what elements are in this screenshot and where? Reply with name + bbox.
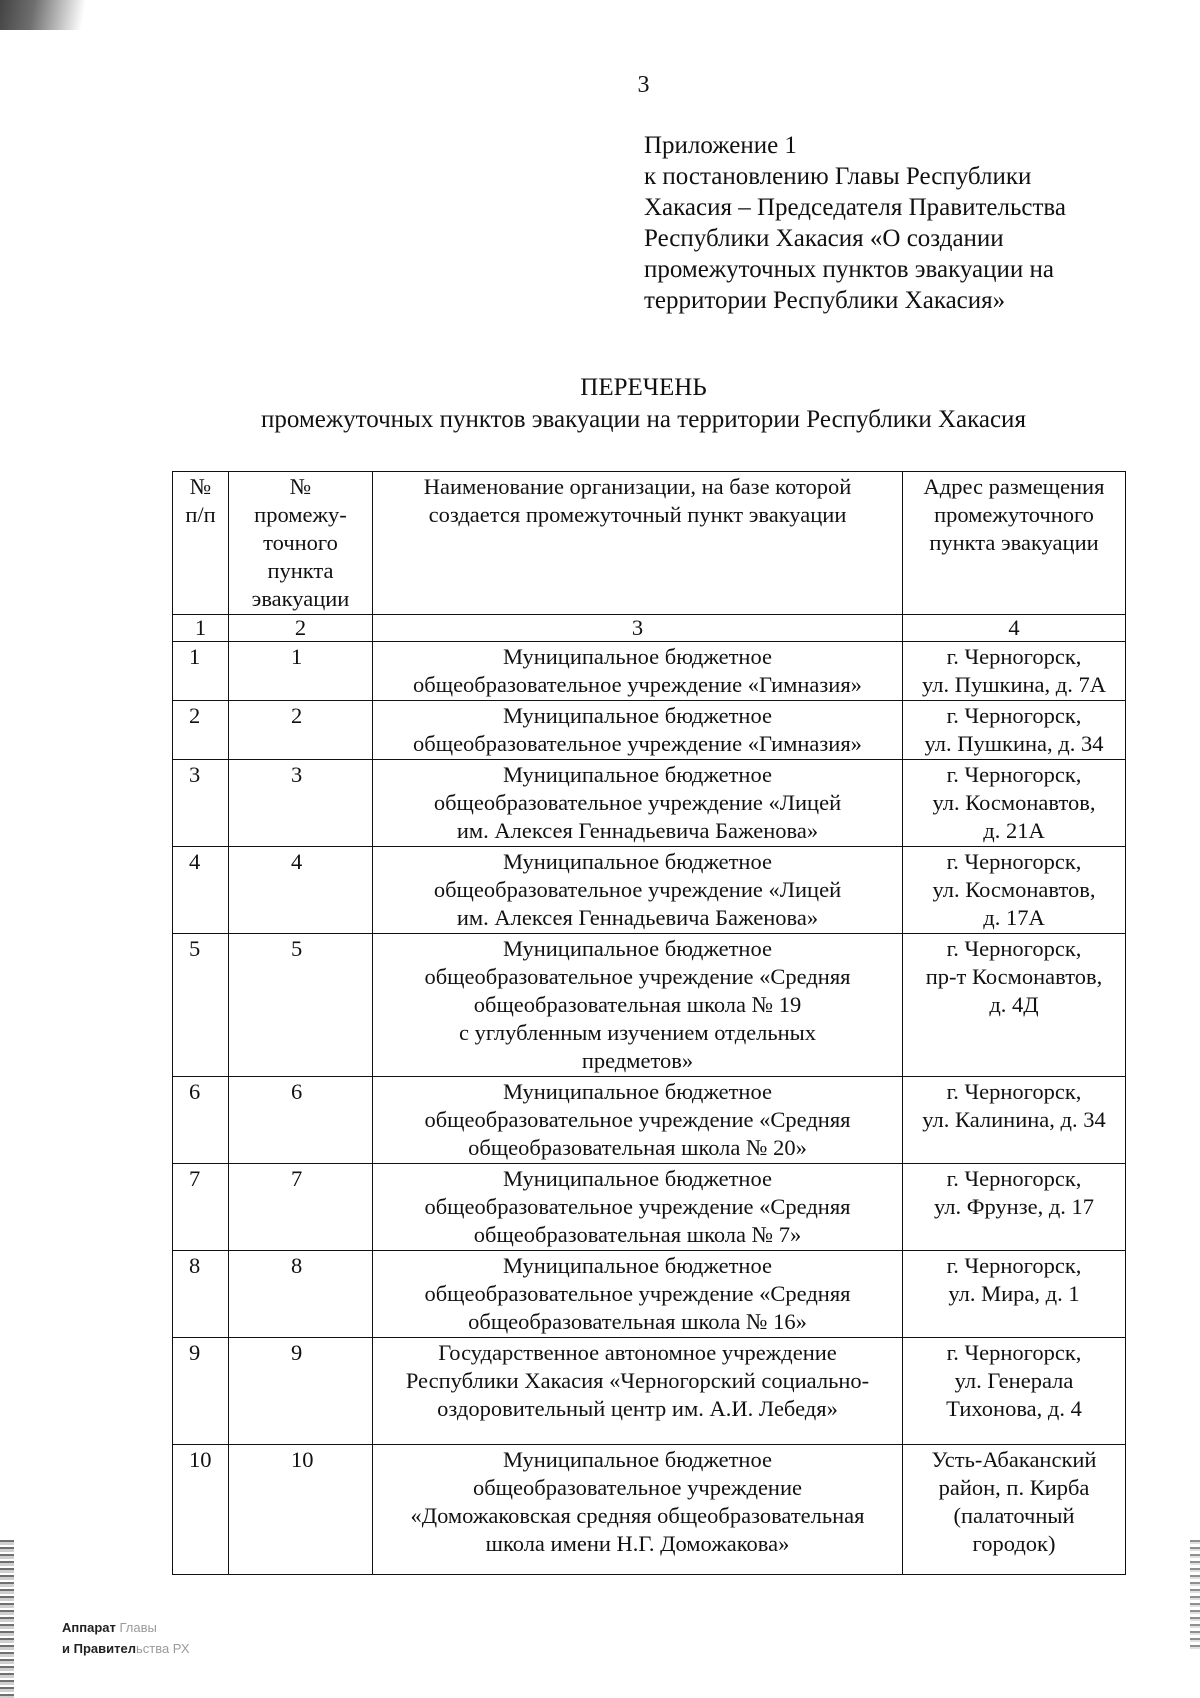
header-text: создается промежуточный пункт эвакуации bbox=[428, 502, 847, 527]
row-point-number: 2 bbox=[291, 703, 303, 728]
row-index-cell bbox=[173, 760, 229, 847]
row-index: 5 bbox=[189, 936, 201, 961]
row-organization-cell bbox=[373, 1077, 903, 1164]
row-address-cell bbox=[903, 1338, 1126, 1445]
scan-artifact-left bbox=[0, 1540, 14, 1698]
row-index-cell bbox=[173, 1077, 229, 1164]
organization-text: им. Алексея Геннадьевича Баженова» bbox=[456, 905, 819, 930]
row-point-number-cell bbox=[229, 701, 373, 760]
row-organization-cell bbox=[373, 847, 903, 934]
row-address-cell bbox=[903, 1251, 1126, 1338]
column-number-cell: 4 bbox=[903, 615, 1126, 642]
organization-text: Муниципальное бюджетное bbox=[503, 762, 772, 787]
stamp-text: и Правител bbox=[62, 1641, 136, 1656]
header-text: точного bbox=[263, 530, 338, 555]
row-point-number-cell bbox=[229, 1251, 373, 1338]
header-text: № bbox=[189, 474, 212, 499]
header-cell-point-number bbox=[229, 472, 373, 615]
address-text: городок) bbox=[972, 1531, 1056, 1556]
table-row bbox=[173, 847, 1126, 934]
address-text: д. 4Д bbox=[989, 992, 1039, 1017]
row-index: 8 bbox=[189, 1253, 201, 1278]
header-cell-organization bbox=[373, 472, 903, 615]
row-organization-cell bbox=[373, 760, 903, 847]
table-row bbox=[173, 1164, 1126, 1251]
stamp-text: Аппарат bbox=[62, 1620, 116, 1635]
row-point-number-cell bbox=[229, 1077, 373, 1164]
row-point-number: 4 bbox=[291, 849, 303, 874]
column-number-cell: 1 bbox=[173, 615, 229, 642]
table-header-row bbox=[173, 472, 1126, 615]
row-organization-cell bbox=[373, 1445, 903, 1575]
address-text: ул. Пушкина, д. 34 bbox=[924, 731, 1104, 756]
row-index: 3 bbox=[189, 762, 201, 787]
header-cell-address bbox=[903, 472, 1126, 615]
organization-text: общеобразовательная школа № 7» bbox=[473, 1222, 802, 1247]
address-text: (палаточный bbox=[953, 1503, 1075, 1528]
row-organization-cell bbox=[373, 1164, 903, 1251]
row-address-cell bbox=[903, 760, 1126, 847]
row-point-number: 7 bbox=[291, 1166, 303, 1191]
address-text: г. Черногорск, bbox=[946, 849, 1082, 874]
address-text: пр-т Космонавтов, bbox=[925, 964, 1103, 989]
organization-text: общеобразовательная школа № 19 bbox=[473, 992, 802, 1017]
row-address-cell bbox=[903, 847, 1126, 934]
table-row bbox=[173, 1445, 1126, 1575]
header-text: Наименование организации, на базе которой bbox=[423, 474, 852, 499]
header-text: пункта эвакуации bbox=[929, 530, 1099, 555]
stamp-text: Главы bbox=[119, 1620, 157, 1635]
evacuation-points-table bbox=[172, 471, 1126, 1575]
scan-artifact-right bbox=[1190, 1540, 1200, 1650]
organization-text: общеобразовательное учреждение «Лицей bbox=[433, 877, 842, 902]
column-number-cell: 3 bbox=[373, 615, 903, 642]
row-organization-cell bbox=[373, 701, 903, 760]
organization-text: общеобразовательное учреждение «Лицей bbox=[433, 790, 842, 815]
header-text: промежуточного bbox=[934, 502, 1094, 527]
row-organization-cell bbox=[373, 1338, 903, 1445]
address-text: район, п. Кирба bbox=[938, 1475, 1090, 1500]
address-text: ул. Космонавтов, bbox=[932, 790, 1096, 815]
address-text: Усть-Абаканский bbox=[931, 1447, 1097, 1472]
organization-text: Муниципальное бюджетное bbox=[503, 849, 772, 874]
header-text: п/п bbox=[185, 502, 216, 527]
address-text: д. 17А bbox=[983, 905, 1045, 930]
header-text: № bbox=[289, 474, 312, 499]
appendix-note bbox=[644, 130, 1164, 316]
row-point-number-cell bbox=[229, 1445, 373, 1575]
organization-text: предметов» bbox=[581, 1048, 694, 1073]
row-address-cell bbox=[903, 1077, 1126, 1164]
column-number-row bbox=[173, 615, 1126, 642]
row-organization-cell bbox=[373, 1251, 903, 1338]
organization-text: школа имени Н.Г. Доможакова» bbox=[485, 1531, 790, 1556]
row-point-number-cell bbox=[229, 760, 373, 847]
address-text: ул. Калинина, д. 34 bbox=[922, 1107, 1106, 1132]
row-address-cell bbox=[903, 1164, 1126, 1251]
row-point-number-cell bbox=[229, 934, 373, 1077]
table-row bbox=[173, 1077, 1126, 1164]
row-index-cell bbox=[173, 1164, 229, 1251]
header-text: промежу- bbox=[254, 502, 347, 527]
organization-text: общеобразовательная школа № 20» bbox=[468, 1135, 807, 1160]
row-point-number: 1 bbox=[291, 644, 303, 669]
document-subtitle: промежуточных пунктов эвакуации на территории Республики Хакасия bbox=[261, 406, 1026, 433]
row-point-number-cell bbox=[229, 642, 373, 701]
row-index: 2 bbox=[189, 703, 201, 728]
organization-text: Муниципальное бюджетное bbox=[503, 644, 772, 669]
organization-text: Муниципальное бюджетное bbox=[503, 1166, 772, 1191]
organization-text: Муниципальное бюджетное bbox=[503, 1253, 772, 1278]
table-row bbox=[173, 642, 1126, 701]
row-organization-cell bbox=[373, 934, 903, 1077]
appendix-line: промежуточных пунктов эвакуации на bbox=[644, 256, 1054, 283]
row-index-cell bbox=[173, 701, 229, 760]
row-index: 6 bbox=[189, 1079, 201, 1104]
address-text: г. Черногорск, bbox=[946, 1253, 1082, 1278]
appendix-line: территории Республики Хакасия» bbox=[644, 287, 1006, 314]
row-address-cell bbox=[903, 642, 1126, 701]
organization-text: с углубленным изучением отдельных bbox=[458, 1020, 817, 1045]
row-point-number: 5 bbox=[291, 936, 303, 961]
row-index-cell bbox=[173, 1445, 229, 1575]
organization-text: оздоровительный центр им. А.И. Лебедя» bbox=[437, 1396, 838, 1421]
table-row bbox=[173, 701, 1126, 760]
organization-text: общеобразовательное учреждение «Средняя bbox=[424, 1281, 851, 1306]
row-index-cell bbox=[173, 1251, 229, 1338]
address-text: г. Черногорск, bbox=[946, 762, 1082, 787]
organization-text: общеобразовательное учреждение «Гимназия» bbox=[413, 672, 862, 697]
organization-text: общеобразовательное учреждение «Гимназия» bbox=[413, 731, 862, 756]
organization-text: общеобразовательная школа № 16» bbox=[468, 1309, 807, 1334]
appendix-line: Республики Хакасия «О создании bbox=[644, 225, 1004, 252]
address-text: ул. Мира, д. 1 bbox=[948, 1281, 1080, 1306]
header-text: эвакуации bbox=[251, 586, 350, 611]
row-index: 10 bbox=[189, 1447, 212, 1472]
row-index: 7 bbox=[189, 1166, 201, 1191]
scan-artifact-corner bbox=[0, 0, 110, 30]
organization-text: Муниципальное бюджетное bbox=[503, 703, 772, 728]
table-row bbox=[173, 760, 1126, 847]
row-address-cell bbox=[903, 934, 1126, 1077]
column-number-cell: 2 bbox=[229, 615, 373, 642]
address-text: д. 21А bbox=[983, 818, 1045, 843]
address-text: г. Черногорск, bbox=[946, 936, 1082, 961]
address-text: ул. Космонавтов, bbox=[932, 877, 1096, 902]
stamp-line bbox=[62, 1641, 190, 1656]
row-address-cell bbox=[903, 1445, 1126, 1575]
organization-text: «Доможаковская средняя общеобразовательная bbox=[410, 1503, 865, 1528]
header-cell-index bbox=[173, 472, 229, 615]
row-point-number: 6 bbox=[291, 1079, 303, 1104]
row-address-cell bbox=[903, 701, 1126, 760]
row-index-cell bbox=[173, 1338, 229, 1445]
address-text: ул. Генерала bbox=[954, 1368, 1074, 1393]
address-text: ул. Фрунзе, д. 17 bbox=[933, 1194, 1095, 1219]
appendix-line: к постановлению Главы Республики bbox=[644, 163, 1032, 190]
row-point-number: 10 bbox=[291, 1447, 314, 1472]
document-title: ПЕРЕЧЕНЬ bbox=[580, 374, 707, 401]
organization-text: Муниципальное бюджетное bbox=[503, 936, 772, 961]
table-row bbox=[173, 1338, 1126, 1445]
row-index-cell bbox=[173, 934, 229, 1077]
row-index-cell bbox=[173, 847, 229, 934]
row-point-number: 8 bbox=[291, 1253, 303, 1278]
header-text: Адрес размещения bbox=[923, 474, 1105, 499]
row-point-number-cell bbox=[229, 1338, 373, 1445]
organization-text: Муниципальное бюджетное bbox=[503, 1447, 772, 1472]
organization-text: Государственное автономное учреждение bbox=[438, 1340, 837, 1365]
row-point-number: 3 bbox=[291, 762, 303, 787]
address-text: г. Черногорск, bbox=[946, 703, 1082, 728]
organization-text: Республики Хакасия «Черногорский социально- bbox=[405, 1368, 870, 1393]
organization-text: общеобразовательное учреждение «Средняя bbox=[424, 1107, 851, 1132]
address-text: г. Черногорск, bbox=[946, 1079, 1082, 1104]
row-index: 1 bbox=[189, 644, 201, 669]
page-number: 3 bbox=[637, 72, 650, 98]
header-text: пункта bbox=[267, 558, 334, 583]
organization-text: общеобразовательное учреждение «Средняя bbox=[424, 964, 851, 989]
appendix-line: Хакасия – Председателя Правительства bbox=[644, 194, 1066, 221]
stamp-text: ьства РХ bbox=[135, 1641, 190, 1656]
organization-text: Муниципальное бюджетное bbox=[503, 1079, 772, 1104]
row-point-number: 9 bbox=[291, 1340, 303, 1365]
row-index: 4 bbox=[189, 849, 201, 874]
address-text: ул. Пушкина, д. 7А bbox=[921, 672, 1106, 697]
stamp-line bbox=[62, 1620, 157, 1635]
address-text: г. Черногорск, bbox=[946, 1166, 1082, 1191]
table-row bbox=[173, 934, 1126, 1077]
address-text: г. Черногорск, bbox=[946, 1340, 1082, 1365]
address-text: Тихонова, д. 4 bbox=[946, 1396, 1082, 1421]
row-point-number-cell bbox=[229, 1164, 373, 1251]
organization-text: им. Алексея Геннадьевича Баженова» bbox=[456, 818, 819, 843]
address-text: г. Черногорск, bbox=[946, 644, 1082, 669]
organization-text: общеобразовательное учреждение bbox=[472, 1475, 803, 1500]
row-organization-cell bbox=[373, 642, 903, 701]
organization-text: общеобразовательное учреждение «Средняя bbox=[424, 1194, 851, 1219]
row-index: 9 bbox=[189, 1340, 201, 1365]
row-point-number-cell bbox=[229, 847, 373, 934]
table-row bbox=[173, 1251, 1126, 1338]
appendix-line: Приложение 1 bbox=[644, 132, 797, 159]
row-index-cell bbox=[173, 642, 229, 701]
